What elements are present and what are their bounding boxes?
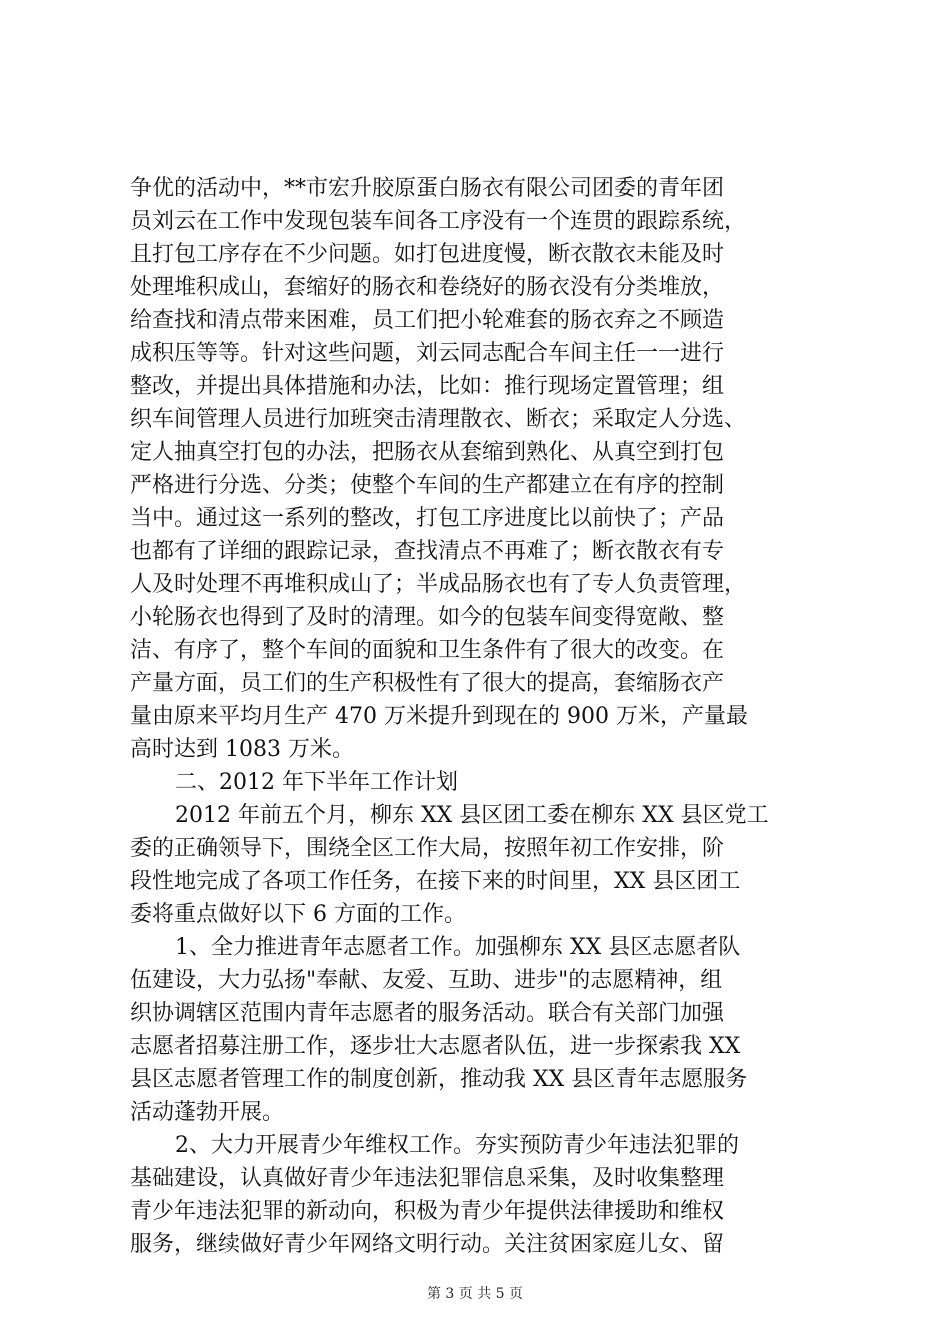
section-heading: 二、2012 年下半年工作计划 — [175, 770, 458, 795]
text-line: 严格进行分选、分类；使整个车间的生产都建立在有序的控制 — [130, 473, 725, 498]
text-line: 给查找和清点带来困难，员工们把小轮难套的肠衣弃之不顾造 — [130, 308, 725, 333]
text-line: 志愿者招募注册工作，逐步壮大志愿者队伍，进一步探索我 XX — [130, 1034, 741, 1059]
text-line: 服务，继续做好青少年网络文明行动。关注贫困家庭儿女、留 — [130, 1232, 725, 1257]
page-number-footer: 第 3 页 共 5 页 — [426, 1286, 524, 1302]
text-line: 青少年违法犯罪的新动向，积极为青少年提供法律援助和维权 — [130, 1199, 725, 1224]
text-line: 洁、有序了，整个车间的面貌和卫生条件有了很大的改变。在 — [130, 638, 725, 663]
text-line: 段性地完成了各项工作任务，在接下来的时间里，XX 县区团工 — [130, 869, 741, 894]
text-line: 人及时处理不再堆积成山了；半成品肠衣也有了专人负责管理， — [130, 572, 747, 597]
text-line: 小轮肠衣也得到了及时的清理。如今的包装车间变得宽敞、整 — [130, 605, 725, 630]
text-line: 产量方面，员工们的生产积极性有了很大的提高，套缩肠衣产 — [130, 671, 725, 696]
text-line: 活动蓬勃开展。 — [130, 1100, 285, 1125]
text-line: 2012 年前五个月，柳东 XX 县区团工委在柳东 XX 县区党工 — [175, 803, 769, 828]
text-line: 员刘云在工作中发现包装车间各工序没有一个连贯的跟踪系统， — [130, 209, 747, 234]
text-line: 处理堆积成山，套缩好的肠衣和卷绕好的肠衣没有分类堆放， — [130, 275, 725, 300]
text-line: 织协调辖区范围内青年志愿者的服务活动。联合有关部门加强 — [130, 1001, 725, 1026]
text-line: 1、全力推进青年志愿者工作。加强柳东 XX 县区志愿者队 — [175, 935, 741, 960]
text-line: 量由原来平均月生产 470 万米提升到现在的 900 万米，产量最 — [130, 704, 748, 729]
text-line: 整改，并提出具体措施和办法，比如：推行现场定置管理；组 — [130, 374, 725, 399]
text-line: 当中。通过这一系列的整改，打包工序进度比以前快了；产品 — [130, 506, 725, 531]
text-line: 且打包工序存在不少问题。如打包进度慢，断衣散衣未能及时 — [130, 242, 725, 267]
text-line: 争优的活动中，**市宏升胶原蛋白肠衣有限公司团委的青年团 — [130, 176, 725, 201]
text-line: 高时达到 1083 万米。 — [130, 737, 354, 762]
text-line: 2、大力开展青少年维权工作。夯实预防青少年违法犯罪的 — [175, 1133, 739, 1158]
text-line: 基础建设，认真做好青少年违法犯罪信息采集，及时收集整理 — [130, 1166, 725, 1191]
text-line: 成积压等等。针对这些问题，刘云同志配合车间主任一一进行 — [130, 341, 725, 366]
text-line: 织车间管理人员进行加班突击清理散衣、断衣；采取定人分选、 — [130, 407, 747, 432]
text-line: 委的正确领导下，围绕全区工作大局，按照年初工作安排，阶 — [130, 836, 725, 861]
text-line: 委将重点做好以下 6 方面的工作。 — [130, 902, 466, 927]
text-line: 也都有了详细的跟踪记录，查找清点不再难了；断衣散衣有专 — [130, 539, 725, 564]
text-line: 伍建设，大力弘扬"奉献、友爱、互助、进步"的志愿精神，组 — [130, 968, 723, 993]
text-line: 定人抽真空打包的办法，把肠衣从套缩到熟化、从真空到打包 — [130, 440, 725, 465]
text-line: 县区志愿者管理工作的制度创新，推动我 XX 县区青年志愿服务 — [130, 1067, 748, 1092]
